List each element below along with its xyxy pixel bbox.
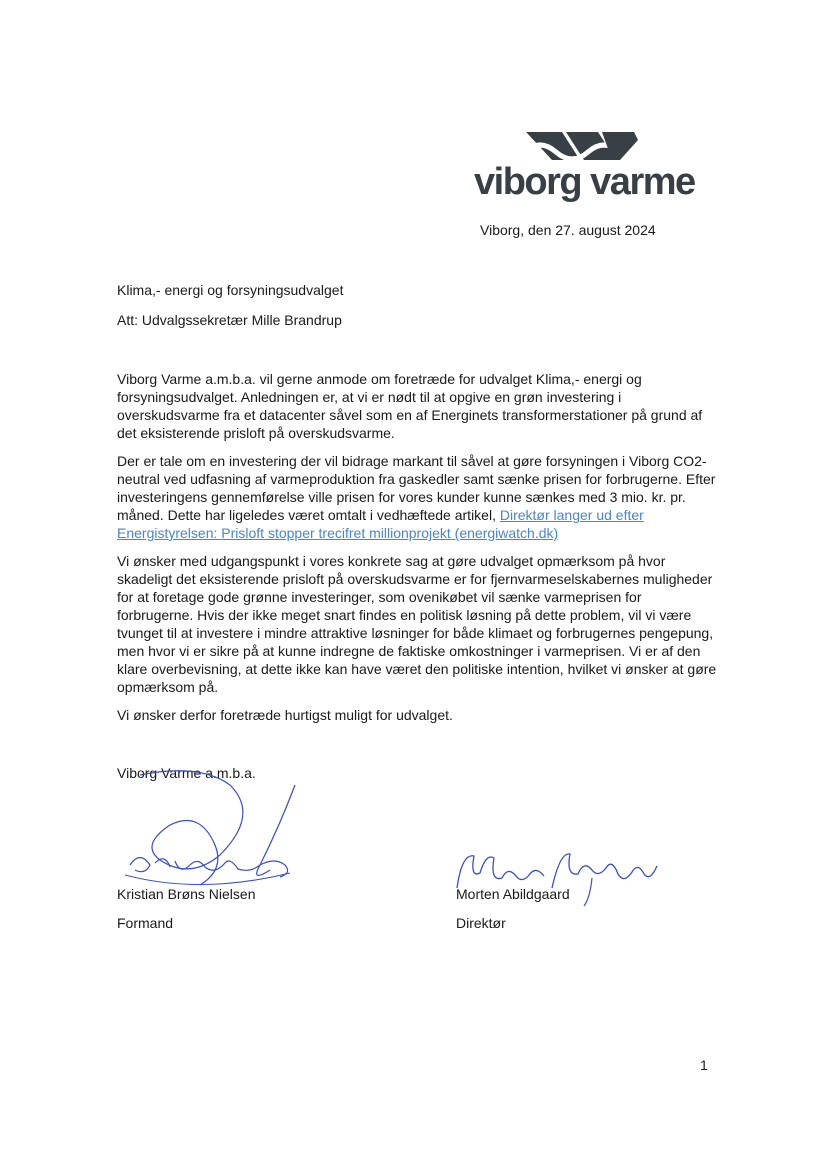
article-link[interactable]: Direktør langer ud efter Energistyrelsen: Prisloft stopper trecifret millionprojekt (energiwatch.dk): [117, 507, 644, 541]
letter-date: Viborg, den 27. august 2024: [480, 222, 656, 238]
signer-2-title: Direktør: [456, 915, 506, 931]
paragraph-request: Viborg Varme a.m.b.a. vil gerne anmode om foretræde for udvalget Klima,- energi og forsyningsudvalget. Anledningen er, at vi er nødt til at opgive en grøn investering i overskudsvarme fra et datacenter såvel som en af Energinets transformerstationer på grund af det eksisterende prisloft på overskudsvarme.: [117, 371, 703, 441]
signature-company: Viborg Varme a.m.b.a.: [117, 765, 256, 781]
paragraph-investment: [117, 452, 717, 542]
paragraph-investment-text: Der er tale om en investering der vil bidrage markant til såvel at gøre forsyningen i Viborg CO2-neutral ved udfasning af varmeproduktion fra gaskedler samt sænke prisen for forbrugerne. Efter investeringens gennemførelse ville prisen for vores kunder kunne sænkes med 3 mio. kr. pr. måned. Dette har ligeledes været omtalt i vedhæftede artikel,: [117, 453, 716, 523]
signer-1-name: Kristian Brøns Nielsen: [117, 886, 256, 902]
letter-body: [117, 370, 717, 734]
waves-logo-icon: [522, 126, 640, 166]
signer-2-name: Morten Abildgaard: [456, 886, 570, 902]
page-number: 1: [700, 1057, 708, 1073]
signer-1-title: Formand: [117, 915, 174, 931]
recipient-attention: Att: Udvalgssekretær Mille Brandrup: [117, 312, 342, 328]
paragraph-price-cap: Vi ønsker med udgangspunkt i vores konkrete sag at gøre udvalget opmærksom på hvor skadeligt det eksisterende prisloft på overskudsvarme er for fjernvarmeselskabernes muligheder for at foretage gode grønne investeringer, som ovenikøbet vil sænke varmeprisen for forbrugerne. Hvis der ikke meget snart findes en politisk løsning på dette problem, vil vi være tvunget til at investere i mindre attraktive løsninger for både klimaet og forbrugernes pengepung, men hvor vi er sikre på at kunne indregne de faktiske omkostninger i varmeprisen. Vi er af den klare overbevisning, at dette ikke kan have været den politiske intention, hvilket vi ønsker at gøre opmærksom på.: [117, 553, 717, 695]
logo-wordmark: viborg varme: [474, 161, 695, 203]
recipient-committee: Klima,- energi og forsyningsudvalget: [117, 282, 344, 298]
paragraph-closing: Vi ønsker derfor foretræde hurtigst muligt for udvalget.: [117, 707, 453, 723]
company-logo: [470, 126, 710, 206]
